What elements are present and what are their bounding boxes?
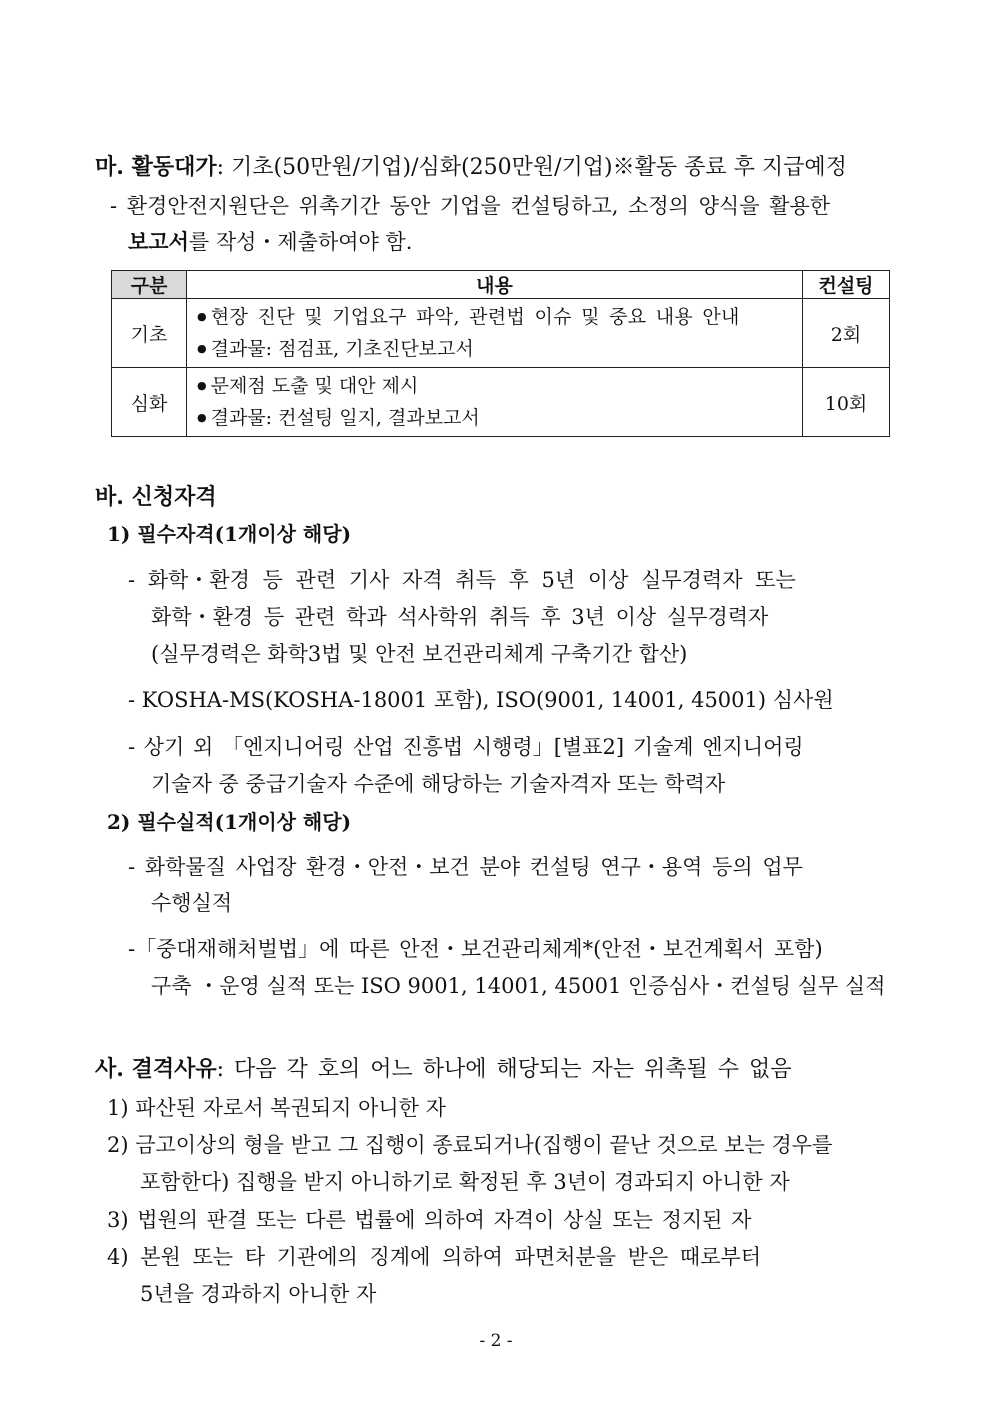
section-sa-heading (95, 1055, 791, 1084)
row-content (187, 299, 803, 368)
content-item: ● 결과물: 컨설팅 일지, 결과보고서 (197, 402, 792, 434)
content-item: ● 결과물: 점검표, 기초진단보고서 (197, 333, 792, 365)
record-line: -「중대재해처벌법」에 따른 안전・보건관리체계*(안전・보건계획서 포함) (128, 937, 823, 961)
section-ma-line2-rest: 를 작성・제출하여야 함. (188, 230, 413, 254)
section-ma-line2 (128, 228, 412, 256)
qualification-line: (실무경력은 화학3법 및 안전 보건관리체계 구축기간 합산) (151, 642, 688, 666)
page-number: - 2 - (479, 1331, 513, 1351)
qualification-line: 기술자 중 중급기술자 수준에 해당하는 기술자격자 또는 학력자 (151, 772, 726, 796)
row-category: 기초 (112, 299, 187, 368)
record-line: 구축 ・운영 실적 또는 ISO 9001, 14001, 45001 인증심사・컨설팅 실무 실적 (151, 974, 886, 998)
qualification-line: - 화학・환경 등 관련 기사 자격 취득 후 5년 이상 실무경력자 또는 (128, 568, 796, 592)
required-qualification-heading: 1) 필수자격(1개이상 해당) (107, 522, 352, 546)
section-sa-text: : 다음 각 호의 어느 하나에 해당되는 자는 위촉될 수 없음 (216, 1057, 792, 1082)
disqualification-item: 1) 파산된 자로서 복권되지 아니한 자 (107, 1096, 446, 1120)
table-header-row (112, 271, 890, 299)
record-line: - 화학물질 사업장 환경・안전・보건 분야 컨설팅 연구・용역 등의 업무 (128, 855, 803, 879)
disqualification-item: 4) 본원 또는 타 기관에의 징계에 의하여 파면처분을 받은 때로부터 (107, 1245, 762, 1269)
table-row (112, 299, 890, 368)
content-item: ● 문제점 도출 및 대안 제시 (197, 370, 792, 402)
header-category: 구분 (112, 271, 187, 299)
report-bold-text: 보고서 (128, 229, 189, 254)
table-row (112, 368, 890, 437)
content-item: ● 현장 진단 및 기업요구 파악, 관련법 이슈 및 중요 내용 안내 (197, 301, 792, 333)
row-count: 10회 (803, 368, 890, 437)
row-category: 심화 (112, 368, 187, 437)
section-sa-title: 사. 결격사유 (95, 1056, 217, 1082)
activity-table (111, 270, 890, 437)
disqualification-item: 포함한다) 집행을 받지 아니하기로 확정된 후 3년이 경과되지 아니한 자 (140, 1170, 790, 1194)
section-ma-heading (95, 153, 847, 182)
section-ba-title: 바. 신청자격 (95, 484, 217, 510)
header-consulting: 컨설팅 (803, 271, 890, 299)
qualification-line: - 상기 외 「엔지니어링 산업 진흥법 시행령」[별표2] 기술계 엔지니어링 (128, 735, 804, 759)
qualification-line: 화학・환경 등 관련 학과 석사학위 취득 후 3년 이상 실무경력자 (151, 605, 769, 629)
row-content (187, 368, 803, 437)
disqualification-item: 2) 금고이상의 형을 받고 그 집행이 종료되거나(집행이 끝난 것으로 보는 경우를 (107, 1133, 833, 1157)
required-record-heading: 2) 필수실적(1개이상 해당) (107, 810, 352, 834)
row-count: 2회 (803, 299, 890, 368)
disqualification-item: 3) 법원의 판결 또는 다른 법률에 의하여 자격이 상실 또는 정지된 자 (107, 1208, 752, 1232)
disqualification-item: 5년을 경과하지 아니한 자 (140, 1282, 377, 1306)
qualification-line: - KOSHA-MS(KOSHA-18001 포함), ISO(9001, 14001, 45001) 심사원 (128, 688, 834, 712)
section-ma-title: 마. 활동대가 (95, 154, 217, 180)
section-ma-text: : 기초(50만원/기업)/심화(250만원/기업)※활동 종료 후 지급예정 (216, 155, 847, 180)
header-content: 내용 (187, 271, 803, 299)
section-ma-line1: - 환경안전지원단은 위촉기간 동안 기업을 컨설팅하고, 소정의 양식을 활용한 (110, 194, 831, 218)
record-line: 수행실적 (151, 891, 233, 915)
